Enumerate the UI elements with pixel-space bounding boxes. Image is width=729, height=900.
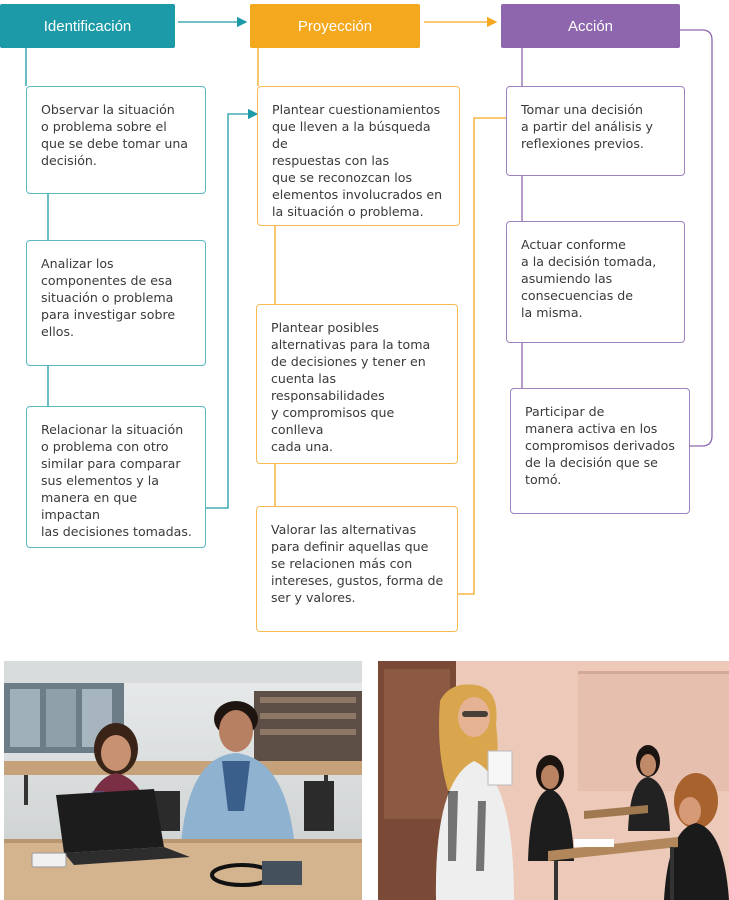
step-identificacion-3: Relacionar la situación o problema con otro similar para comparar sus elementos y la manera en que impactan las decisiones tomadas. bbox=[26, 406, 206, 548]
step-accion-2: Actuar conforme a la decisión tomada, asumiendo las consecuencias de la misma. bbox=[506, 221, 685, 343]
header-identificacion: Identificación bbox=[0, 4, 175, 48]
header-proyeccion: Proyección bbox=[250, 4, 420, 48]
step-accion-3: Participar de manera activa en los compromisos derivados de la decisión que se tomó. bbox=[510, 388, 690, 514]
photo-teacher-classroom bbox=[378, 661, 729, 900]
photo-students-library bbox=[4, 661, 362, 900]
header-accion: Acción bbox=[501, 4, 680, 48]
step-accion-1: Tomar una decisión a partir del análisis y reflexiones previos. bbox=[506, 86, 685, 176]
step-identificacion-2: Analizar los componentes de esa situación o problema para investigar sobre ellos. bbox=[26, 240, 206, 366]
step-identificacion-1: Observar la situación o problema sobre el que se debe tomar una decisión. bbox=[26, 86, 206, 194]
step-proyeccion-2: Plantear posibles alternativas para la toma de decisiones y tener en cuenta las responsabilidades y compromisos que conlleva cada una. bbox=[256, 304, 458, 464]
step-proyeccion-3: Valorar las alternativas para definir aquellas que se relacionen más con intereses, gustos, forma de ser y valores. bbox=[256, 506, 458, 632]
step-proyeccion-1: Plantear cuestionamientos que lleven a la búsqueda de respuestas con las que se reconozcan los elementos involucrados en la situación o problema. bbox=[257, 86, 460, 226]
